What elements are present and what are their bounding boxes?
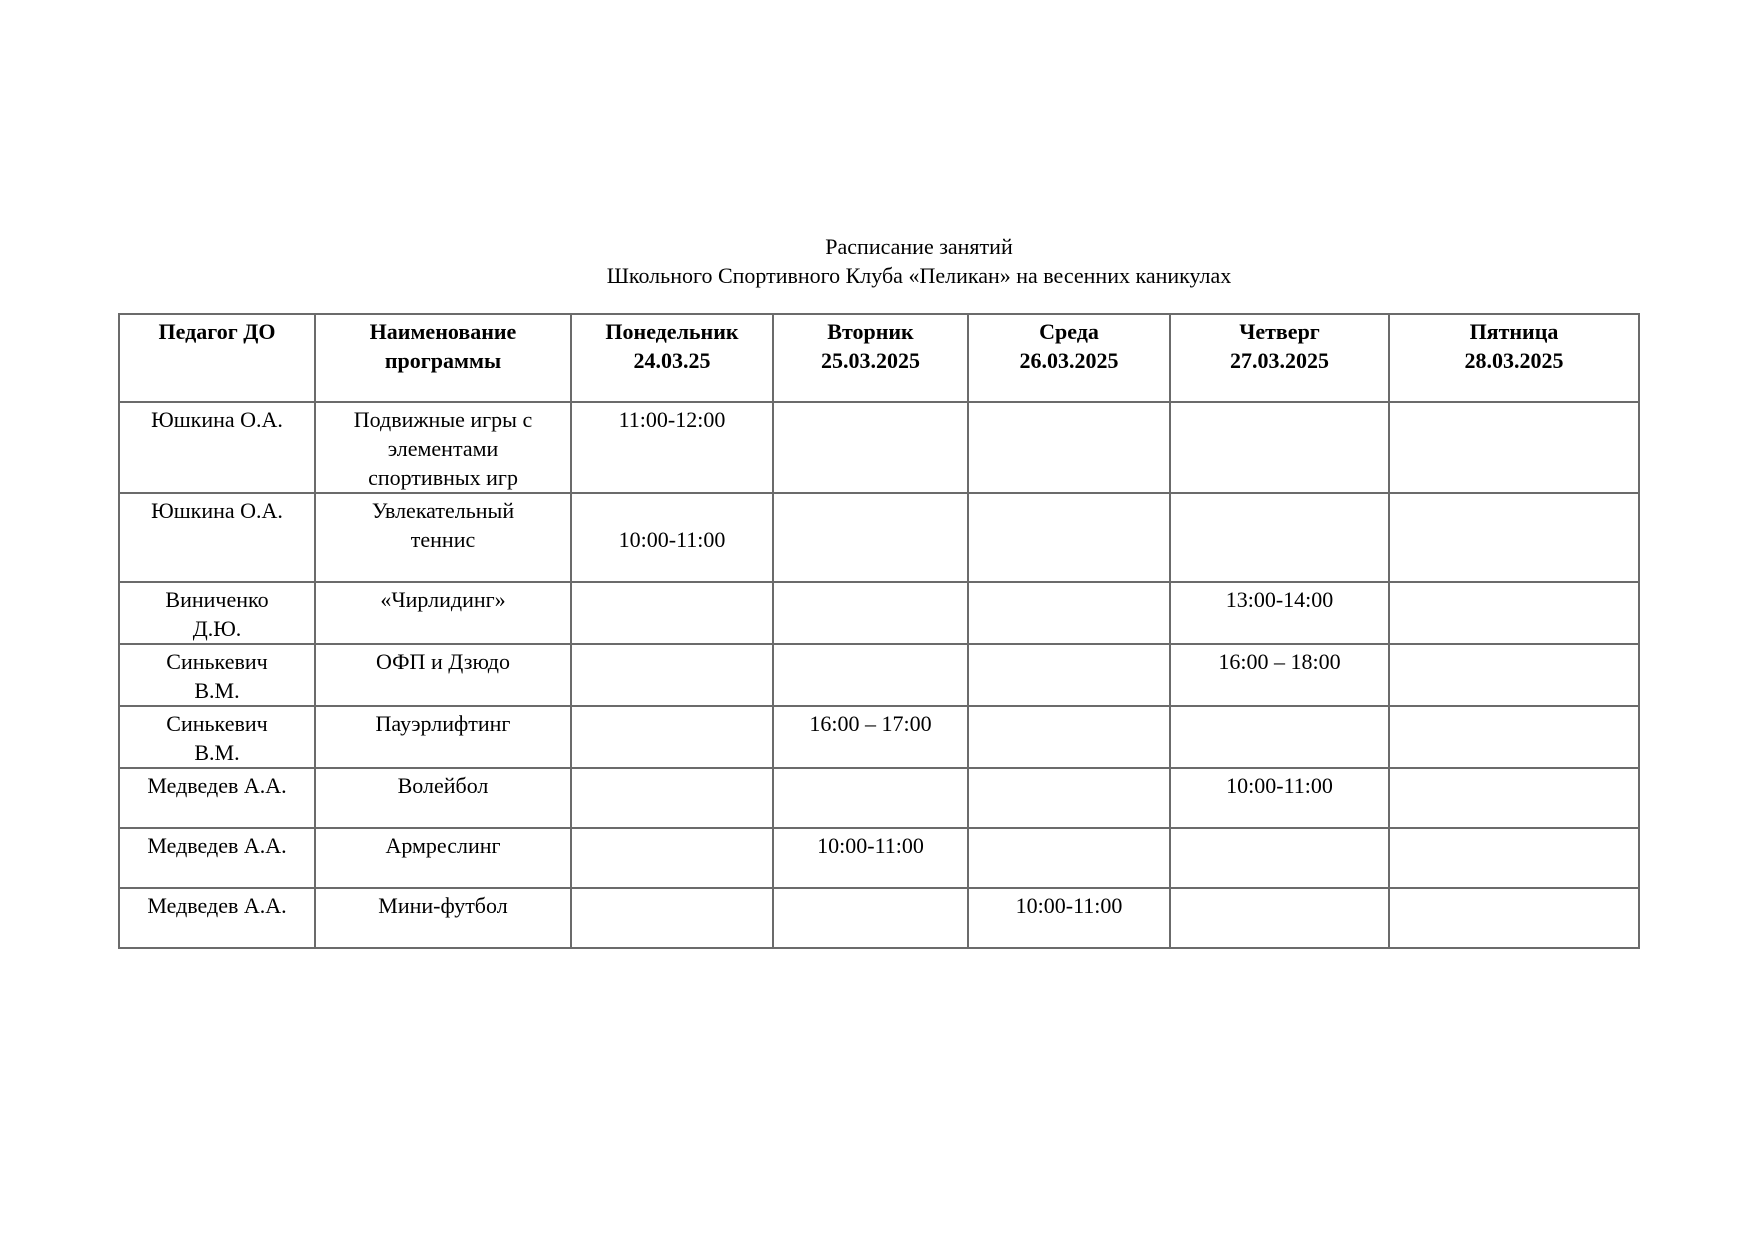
cell-monday: 11:00-12:00: [571, 402, 773, 493]
cell-thursday: [1170, 402, 1389, 493]
cell-thursday: [1170, 706, 1389, 768]
schedule-table: [118, 313, 1640, 949]
cell-thursday: 10:00-11:00: [1170, 768, 1389, 828]
cell-friday: [1389, 493, 1639, 582]
cell-tuesday: 10:00-11:00: [773, 828, 968, 888]
header-row: [119, 314, 1639, 402]
cell-wednesday: [968, 828, 1170, 888]
cell-teacher: Медведев А.А.: [119, 888, 315, 948]
cell-friday: [1389, 582, 1639, 644]
cell-program: «Чирлидинг»: [315, 582, 571, 644]
header-monday: Понедельник 24.03.25: [571, 314, 773, 402]
table-row: [119, 644, 1639, 706]
cell-thursday: [1170, 493, 1389, 582]
table-row: [119, 493, 1639, 582]
cell-wednesday: [968, 402, 1170, 493]
cell-teacher: Медведев А.А.: [119, 828, 315, 888]
header-wednesday: Среда 26.03.2025: [968, 314, 1170, 402]
cell-monday: [571, 888, 773, 948]
cell-friday: [1389, 644, 1639, 706]
cell-thursday: [1170, 828, 1389, 888]
cell-thursday: [1170, 888, 1389, 948]
cell-wednesday: 10:00-11:00: [968, 888, 1170, 948]
cell-wednesday: [968, 493, 1170, 582]
cell-wednesday: [968, 644, 1170, 706]
title-line-1: Расписание занятий: [825, 234, 1013, 259]
header-tuesday: Вторник 25.03.2025: [773, 314, 968, 402]
cell-monday: [571, 706, 773, 768]
cell-tuesday: [773, 888, 968, 948]
cell-program: ОФП и Дзюдо: [315, 644, 571, 706]
cell-wednesday: [968, 582, 1170, 644]
cell-friday: [1389, 888, 1639, 948]
cell-friday: [1389, 402, 1639, 493]
document-title: [0, 232, 1755, 290]
cell-monday: 10:00-11:00: [571, 493, 773, 582]
table-row: [119, 828, 1639, 888]
cell-program: Волейбол: [315, 768, 571, 828]
cell-monday: [571, 582, 773, 644]
cell-program: Увлекательный теннис: [315, 493, 571, 582]
cell-thursday: 13:00-14:00: [1170, 582, 1389, 644]
table-row: [119, 402, 1639, 493]
cell-program: Армреслинг: [315, 828, 571, 888]
cell-tuesday: [773, 768, 968, 828]
cell-tuesday: [773, 493, 968, 582]
cell-teacher: Виниченко Д.Ю.: [119, 582, 315, 644]
cell-program: Подвижные игры с элементами спортивных игр: [315, 402, 571, 493]
cell-friday: [1389, 768, 1639, 828]
cell-monday: [571, 768, 773, 828]
cell-program: Пауэрлифтинг: [315, 706, 571, 768]
header-teacher: Педагог ДО: [119, 314, 315, 402]
table-row: [119, 706, 1639, 768]
header-thursday: Четверг 27.03.2025: [1170, 314, 1389, 402]
table-row: [119, 888, 1639, 948]
cell-tuesday: 16:00 – 17:00: [773, 706, 968, 768]
cell-thursday: 16:00 – 18:00: [1170, 644, 1389, 706]
cell-friday: [1389, 706, 1639, 768]
cell-monday: [571, 644, 773, 706]
cell-tuesday: [773, 644, 968, 706]
cell-teacher: Юшкина О.А.: [119, 493, 315, 582]
cell-tuesday: [773, 582, 968, 644]
cell-tuesday: [773, 402, 968, 493]
cell-teacher: Медведев А.А.: [119, 768, 315, 828]
header-program: Наименование программы: [315, 314, 571, 402]
cell-friday: [1389, 828, 1639, 888]
cell-program: Мини-футбол: [315, 888, 571, 948]
cell-teacher: Синькевич В.М.: [119, 644, 315, 706]
table-row: [119, 582, 1639, 644]
cell-teacher: Синькевич В.М.: [119, 706, 315, 768]
cell-monday: [571, 828, 773, 888]
header-friday: Пятница 28.03.2025: [1389, 314, 1639, 402]
cell-wednesday: [968, 706, 1170, 768]
title-line-2: Школьного Спортивного Клуба «Пеликан» на весенних каникулах: [606, 263, 1232, 288]
table-row: [119, 768, 1639, 828]
cell-wednesday: [968, 768, 1170, 828]
cell-teacher: Юшкина О.А.: [119, 402, 315, 493]
